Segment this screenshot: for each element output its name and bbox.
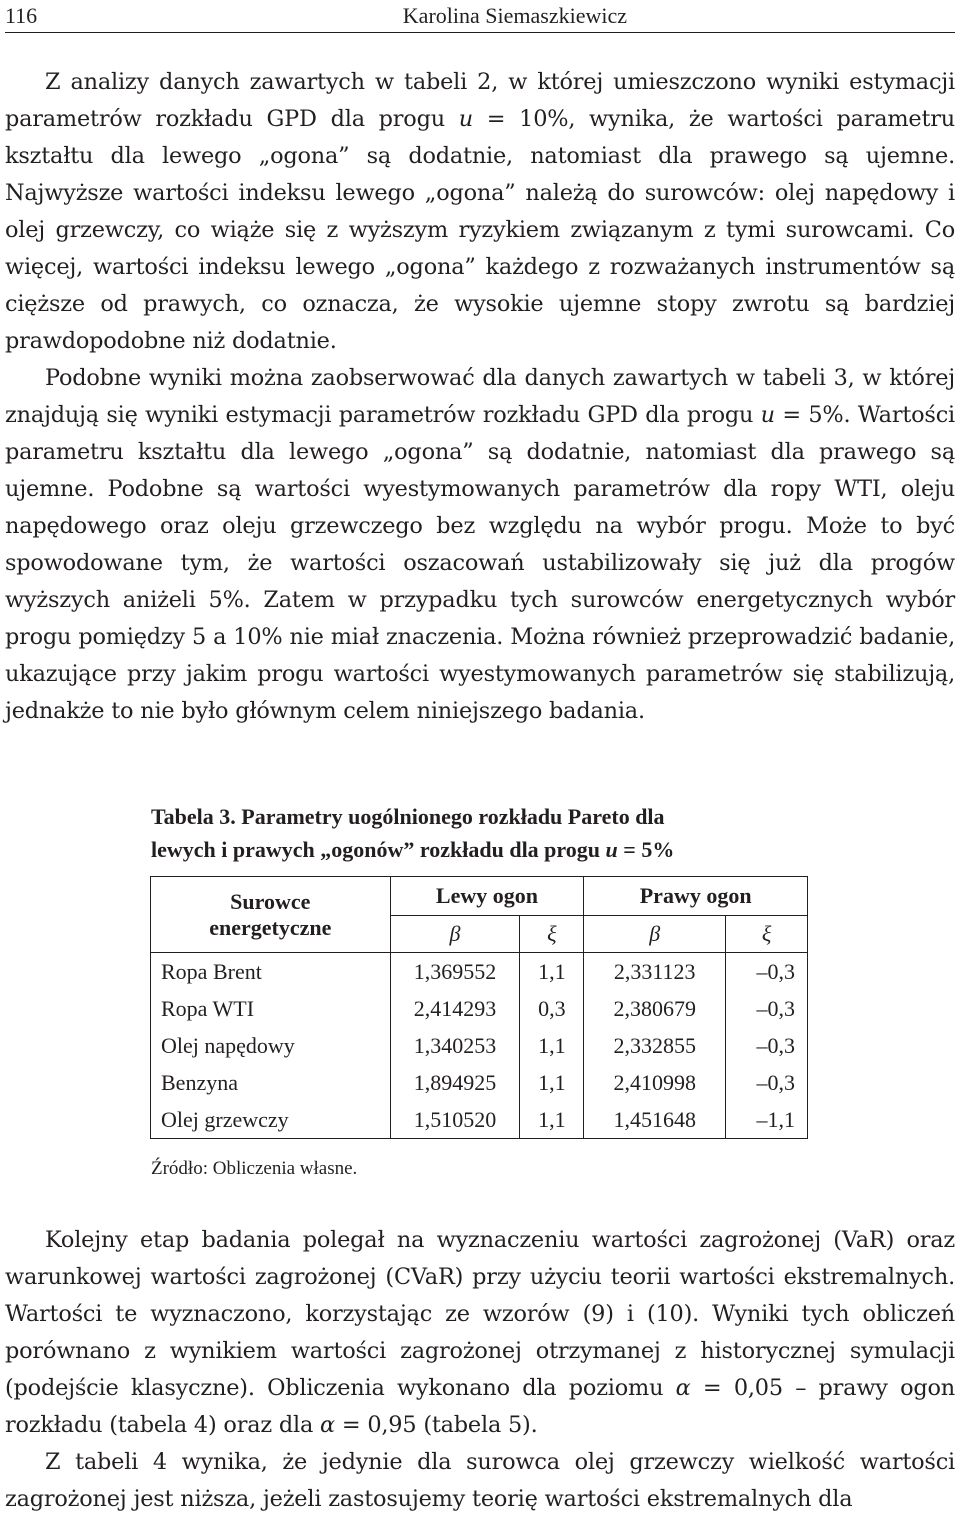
header-right-tail: Prawy ogon — [584, 877, 808, 916]
running-head-author: Karolina Siemaszkiewicz — [402, 3, 627, 28]
row-left-xi: 0,3 — [520, 990, 584, 1027]
table-row — [151, 1101, 808, 1139]
caption-text-b: = 5% — [617, 837, 675, 862]
paragraph-2-text-a: Podobne wyniki można zaobserwować dla danych zawartych w tabeli 3, w której znajdują się wyniki estymacji parametrów rozkładu GPD dla progu — [5, 365, 955, 428]
row-right-xi: –0,3 — [726, 990, 808, 1027]
row-commodity-name: Olej grzewczy — [161, 1106, 289, 1132]
table-source-note: Źródło: Obliczenia własne. — [151, 1158, 358, 1179]
row-left-beta: 2,414293 — [390, 990, 520, 1027]
row-commodity-name: Ropa Brent — [161, 958, 262, 984]
header-left-tail: Lewy ogon — [390, 877, 584, 916]
row-left-xi: 1,1 — [520, 953, 584, 991]
table-row — [151, 1064, 808, 1101]
row-commodity-name: Ropa WTI — [161, 995, 255, 1021]
header-commodities-line-2: energetyczne — [209, 914, 332, 940]
row-right-xi: –0,3 — [726, 1027, 808, 1064]
header-left-beta: β — [390, 916, 520, 953]
gpd-parameters-table — [150, 876, 808, 1139]
paragraph-3-text-b: = 0,05 – prawy ogon rozkładu (tabela 4) oraz dla — [5, 1375, 955, 1438]
row-commodity-name: Benzyna — [161, 1069, 238, 1095]
paragraph-4: Z tabeli 4 wynika, że jedynie dla surowca olej grzewczy wielkość wartości zagrożonej jest niższa, jeżeli zastosujemy teorię wartości ekstremalnych dla — [5, 1449, 955, 1512]
paragraph-1-text-a: Z analizy danych zawartych w tabeli 2, w której umieszczono wyniki estymacji parametrów rozkładu GPD dla progu — [5, 69, 955, 132]
caption-variable-u: u — [605, 837, 618, 862]
row-right-beta: 2,410998 — [584, 1064, 726, 1101]
row-left-xi: 1,1 — [520, 1027, 584, 1064]
row-right-xi: –0,3 — [726, 1064, 808, 1101]
table-caption-line-2 — [151, 833, 831, 866]
paragraph-1-text-b: = 10%, wynika, że wartości parametru kształtu dla lewego „ogona” są dodatnie, natomiast dla prawego są ujemne. Najwyższe wartości indeksu lewego „ogona” należą do surowców: olej napędowy i olej grzewczy, co wiąże się z wyższym ryzykiem związanym z tymi surowcami. Co więcej, wartości indeksu lewego „ogona” każdego z rozważanych instrumentów są cięższe od prawych, co oznacza, że wysokie ujemne stopy zwrotu są bardziej prawdopodobne niż dodatnie. — [5, 106, 955, 354]
row-left-xi: 1,1 — [520, 1064, 584, 1101]
header-right-xi: ξ — [726, 916, 808, 953]
variable-alpha: α — [675, 1375, 691, 1401]
row-right-xi: –1,1 — [726, 1101, 808, 1139]
row-left-beta: 1,369552 — [390, 953, 520, 991]
paragraph-3 — [5, 1222, 955, 1444]
paragraph-3-text-c: = 0,95 (tabela 5). — [334, 1412, 538, 1438]
variable-u: u — [458, 106, 473, 132]
paragraph-2-text-b: = 5%. Wartości parametru kształtu dla lewego „ogona” są dodatnie, natomiast dla prawego są ujemne. Podobne są wartości wyestymowanych parametrów dla ropy WTI, oleju napędowego oraz oleju grzewczego bez względu na wybór progu. Może to być spowodowane tym, że wartości oszacowań ustabilizowały się już dla progów wyższych aniżeli 5%. Zatem w przypadku tych surowców energetycznych wybór progu pomiędzy 5 a 10% nie miał znaczenia. Można również przeprowadzić badanie, ukazujące przy jakim progu wartości wyestymowanych parametrów się stabilizują, jednakże to nie było głównym celem niniejszego badania. — [5, 402, 955, 724]
row-left-beta: 1,340253 — [390, 1027, 520, 1064]
header-left-xi: ξ — [520, 916, 584, 953]
table-caption — [151, 800, 831, 866]
table-row — [151, 990, 808, 1027]
row-left-xi: 1,1 — [520, 1101, 584, 1139]
paragraph-2 — [5, 360, 955, 730]
header-commodities-line-1: Surowce — [230, 888, 311, 914]
body-text-top — [5, 64, 955, 730]
header-commodities — [151, 877, 391, 953]
page-header — [5, 0, 955, 33]
table-row — [151, 953, 808, 991]
row-commodity-name: Olej napędowy — [161, 1032, 295, 1058]
row-left-beta: 1,894925 — [390, 1064, 520, 1101]
header-right-beta: β — [584, 916, 726, 953]
row-right-beta: 1,451648 — [584, 1101, 726, 1139]
variable-alpha: α — [320, 1412, 335, 1438]
paragraph-1 — [5, 64, 955, 360]
caption-text-a: lewych i prawych „ogonów” rozkładu dla progu — [151, 837, 606, 862]
row-left-beta: 1,510520 — [390, 1101, 520, 1139]
page-number: 116 — [5, 3, 38, 28]
table-header-row — [151, 877, 808, 916]
row-right-xi: –0,3 — [726, 953, 808, 991]
paragraph-3-text-a: Kolejny etap badania polegał na wyznaczeniu wartości zagrożonej (VaR) oraz warunkowej wartości zagrożonej (CVaR) przy użyciu teorii wartości ekstremalnych. Wartości te wyznaczono, korzystając ze wzorów (9) i (10). Wyniki tych obliczeń porównano z wynikiem wartości zagrożonej otrzymanej z historycznej symulacji (podejście klasyczne). Obliczenia wykonano dla poziomu — [5, 1227, 955, 1401]
table-row — [151, 1027, 808, 1064]
row-right-beta: 2,380679 — [584, 990, 726, 1027]
table-caption-line-1: Tabela 3. Parametry uogólnionego rozkładu Pareto dla — [151, 804, 665, 829]
row-right-beta: 2,331123 — [584, 953, 726, 991]
row-right-beta: 2,332855 — [584, 1027, 726, 1064]
body-text-bottom — [5, 1222, 955, 1518]
variable-u: u — [760, 402, 775, 428]
